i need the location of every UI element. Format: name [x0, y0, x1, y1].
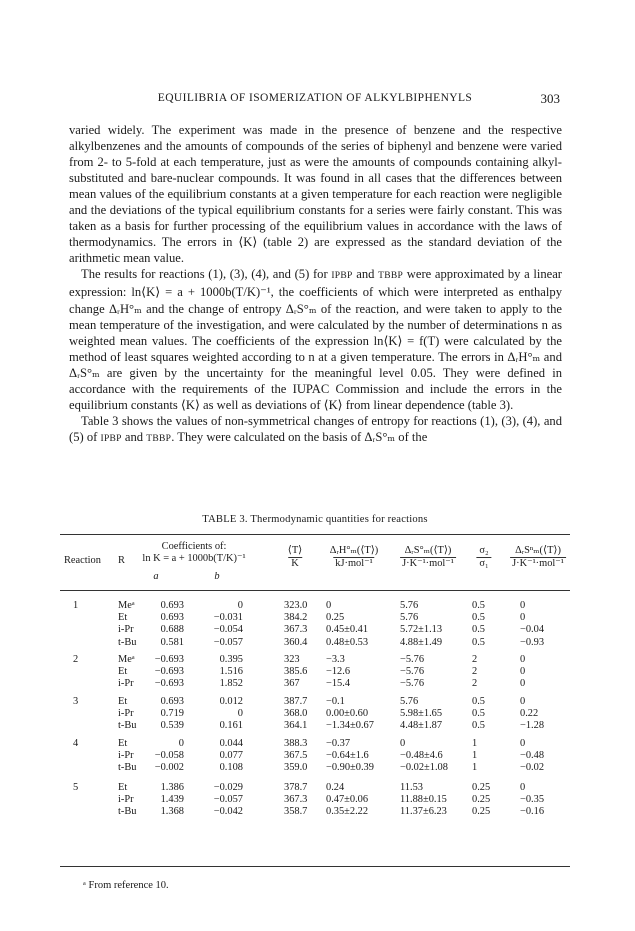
cell-enthalpy: −15.4	[326, 678, 351, 690]
cell-a: 0	[178, 738, 184, 749]
cell-sigma: 0.5	[472, 636, 485, 648]
cell-entropy: 5.76	[400, 696, 419, 707]
table-caption: TABLE 3. Thermodynamic quantities for reactions	[202, 514, 428, 525]
header-b: b	[214, 571, 220, 582]
cell-entropy: 0	[400, 738, 406, 749]
reaction-number: 4	[73, 738, 79, 749]
cell-a: −0.693	[154, 654, 184, 665]
cell-sigma: 2	[472, 666, 478, 678]
cell-a: 0.693	[160, 696, 184, 707]
paragraph-1: varied widely. The experiment was made in the presence of benzene and the respective alkylbenzenes and the amounts of compounds of the series of biphenyl and benzene were varied from 2- to 5-fold at each temperature, just as were the amounts of compounds containing alkyl-substituted and bare-nuclear compounds. It was found in all cases that the differences between mean values of the equilibrium constants at a given temperature for each reaction were negligible and the deviations of the typical equilibrium constants for a series were fairly constant. This was taken as a basis for further processing of the equilibrium values in accordance with the laws of thermodynamics. The errors in ⟨K⟩ (table 2) are expressed as the standard deviation of the arithmetic mean value.	[69, 123, 562, 266]
paragraph-2-text: and	[352, 267, 379, 282]
cell-enthalpy: −1.34±0.67	[326, 720, 374, 732]
cell-sigma: 0.5	[472, 612, 485, 624]
header-sigma-2: σ₂	[479, 545, 489, 556]
reaction-number: 3	[73, 696, 79, 707]
cell-a: 1.368	[160, 806, 184, 818]
cell-sigma: 2	[472, 654, 478, 665]
cell-r: Et	[118, 738, 128, 749]
cell-enthalpy: 0.47±0.06	[326, 794, 369, 806]
cell-sigma: 2	[472, 678, 478, 690]
cell-enthalpy: 0.00±0.60	[326, 708, 369, 720]
header-coefficients-expression: ln K = a + 1000b(T/K)⁻¹	[142, 553, 246, 564]
cell-temperature: 388.3	[284, 738, 308, 749]
cell-temperature: 367.5	[284, 750, 308, 762]
cell-b: 0.395	[219, 654, 243, 665]
cell-temperature: 385.6	[284, 666, 308, 678]
cell-nonsymmetric-entropy: 0	[520, 612, 526, 624]
cell-b: 0.108	[219, 762, 243, 774]
abbr-tbbp: TBBP	[378, 271, 404, 282]
cell-r: i-Pr	[118, 708, 134, 720]
cell-nonsymmetric-entropy: 0	[520, 696, 526, 707]
cell-r: t-Bu	[118, 636, 137, 648]
cell-entropy: 5.98±1.65	[400, 708, 443, 720]
cell-nonsymmetric-entropy: −0.04	[520, 624, 545, 636]
cell-nonsymmetric-entropy: −0.48	[520, 750, 545, 762]
reaction-number: 5	[73, 782, 79, 793]
cell-r: i-Pr	[118, 750, 134, 762]
cell-a: −0.058	[154, 750, 184, 762]
cell-enthalpy: −12.6	[326, 666, 351, 678]
cell-r: t-Bu	[118, 762, 137, 774]
cell-sigma: 0.5	[472, 624, 485, 636]
cell-r: Et	[118, 696, 128, 707]
cell-enthalpy: −0.64±1.6	[326, 750, 369, 762]
cell-nonsymmetric-entropy: 0	[520, 666, 526, 678]
cell-a: 0.539	[160, 720, 184, 732]
reaction-number: 2	[73, 654, 79, 665]
cell-r: i-Pr	[118, 678, 134, 690]
cell-enthalpy: 0	[326, 600, 332, 611]
paragraph-3-text: and	[121, 429, 147, 444]
abbr-tbbp: TBBP	[146, 433, 172, 444]
cell-a: −0.002	[154, 762, 184, 774]
table-header-rule	[60, 590, 570, 591]
cell-temperature: 358.7	[284, 806, 308, 818]
cell-nonsymmetric-entropy: −0.35	[520, 794, 545, 806]
cell-nonsymmetric-entropy: 0	[520, 654, 526, 665]
header-temperature-unit: K	[288, 557, 302, 569]
cell-entropy: −5.76	[400, 666, 425, 678]
cell-sigma: 0.5	[472, 720, 485, 732]
header-entropy-unit: J·K⁻¹·mol⁻¹	[402, 558, 454, 569]
cell-a: 0.693	[160, 612, 184, 624]
cell-sigma: 0.5	[472, 708, 485, 720]
abbr-ipbp: IPBP	[100, 433, 122, 444]
cell-nonsymmetric-entropy: −0.16	[520, 806, 545, 818]
cell-sigma: 1	[472, 738, 478, 749]
cell-entropy: 5.76	[400, 600, 419, 611]
header-sigma-1: σ₁	[476, 557, 491, 569]
cell-temperature: 384.2	[284, 612, 308, 624]
cell-b: 1.852	[219, 678, 243, 690]
cell-enthalpy: 0.45±0.41	[326, 624, 369, 636]
thermodynamic-table	[60, 534, 570, 869]
cell-entropy: 4.48±1.87	[400, 720, 443, 732]
cell-entropy: −5.76	[400, 654, 425, 665]
paragraph-3	[69, 413, 562, 447]
cell-enthalpy: 0.24	[326, 782, 345, 793]
body-text	[69, 122, 562, 447]
cell-b: 0.012	[219, 696, 243, 707]
cell-nonsymmetric-entropy: 0.22	[520, 708, 539, 720]
cell-sigma: 1	[472, 762, 478, 774]
paragraph-2-text: The results for reactions (1), (3), (4), and (5) for	[81, 267, 332, 282]
cell-b: −0.029	[213, 782, 243, 793]
cell-b: 0	[237, 708, 243, 720]
paragraph-3-text: . They were calculated on the basis of ΔᵣS°ₘ of the	[171, 429, 428, 444]
cell-r: t-Bu	[118, 720, 137, 732]
reaction-number: 1	[73, 600, 79, 611]
cell-entropy: 4.88±1.49	[400, 636, 443, 648]
header-enthalpy-unit: kJ·mol⁻¹	[335, 558, 373, 569]
cell-entropy: 11.88±0.15	[400, 794, 447, 806]
cell-temperature: 323	[284, 654, 300, 665]
header-enthalpy: ΔᵣH°ₘ(⟨T⟩)	[329, 545, 379, 556]
cell-a: −0.693	[154, 666, 184, 678]
cell-r: Meᵃ	[118, 600, 135, 611]
cell-a: −0.693	[154, 678, 184, 690]
cell-r: i-Pr	[118, 624, 134, 636]
table-top-rule	[60, 534, 570, 535]
cell-enthalpy: −0.1	[326, 696, 345, 707]
header-nonsymmetric-entropy-unit: J·K⁻¹·mol⁻¹	[512, 558, 564, 569]
cell-a: 0.688	[160, 624, 184, 636]
header-r: R	[118, 555, 125, 566]
cell-a: 0.719	[160, 708, 184, 720]
cell-a: 0.693	[160, 600, 184, 611]
cell-sigma: 0.25	[472, 806, 491, 818]
cell-a: 0.581	[160, 636, 184, 648]
cell-temperature: 364.1	[284, 720, 308, 732]
cell-sigma: 1	[472, 750, 478, 762]
running-title: EQUILIBRIA OF ISOMERIZATION OF ALKYLBIPHENYLS	[157, 92, 473, 104]
cell-nonsymmetric-entropy: 0	[520, 678, 526, 690]
paragraph-3-text: Table 3 shows the values of non-symmetrical changes of entropy for reactions (1), (3), (4), and (5) of	[69, 413, 562, 444]
cell-enthalpy: −0.37	[326, 738, 351, 749]
header-temperature: ⟨T⟩	[287, 545, 303, 556]
cell-b: 1.516	[219, 666, 243, 678]
cell-b: −0.057	[213, 636, 243, 648]
cell-enthalpy: 0.48±0.53	[326, 636, 369, 648]
cell-entropy: 5.72±1.13	[400, 624, 443, 636]
cell-nonsymmetric-entropy: −0.02	[520, 762, 545, 774]
header-reaction: Reaction	[64, 555, 101, 566]
cell-entropy: 11.53	[400, 782, 423, 793]
cell-temperature: 368.0	[284, 708, 308, 720]
header-nonsymmetric-entropy: ΔᵣSⁿₘ(⟨T⟩)	[515, 545, 561, 556]
cell-nonsymmetric-entropy: −1.28	[520, 720, 545, 732]
page-number: 303	[540, 91, 560, 106]
cell-b: −0.057	[213, 794, 243, 806]
cell-enthalpy: −3.3	[326, 654, 345, 665]
cell-b: −0.054	[213, 624, 243, 636]
cell-entropy: 5.76	[400, 612, 419, 624]
cell-temperature: 367	[284, 678, 300, 690]
cell-b: 0.044	[219, 738, 243, 749]
cell-entropy: −0.02±1.08	[400, 762, 448, 774]
cell-b: −0.031	[213, 612, 243, 624]
cell-enthalpy: 0.35±2.22	[326, 806, 369, 818]
cell-b: 0	[237, 600, 243, 611]
cell-temperature: 360.4	[284, 636, 308, 648]
cell-temperature: 359.0	[284, 762, 308, 774]
cell-sigma: 0.25	[472, 794, 491, 806]
cell-entropy: −0.48±4.6	[400, 750, 443, 762]
header-coefficients: Coefficients of:	[161, 541, 227, 552]
cell-b: −0.042	[213, 806, 243, 818]
cell-r: Et	[118, 666, 128, 678]
cell-nonsymmetric-entropy: −0.93	[520, 636, 545, 648]
cell-temperature: 378.7	[284, 782, 308, 793]
cell-r: Meᵃ	[118, 654, 135, 665]
cell-temperature: 323.0	[284, 600, 308, 611]
cell-sigma: 0.5	[472, 696, 485, 707]
cell-r: Et	[118, 612, 128, 624]
header-a: a	[153, 571, 159, 582]
cell-enthalpy: −0.90±0.39	[326, 762, 374, 774]
cell-a: 1.386	[160, 782, 184, 793]
table-footnote: ᵃ From reference 10.	[83, 880, 169, 891]
cell-temperature: 367.3	[284, 624, 308, 636]
cell-b: 0.161	[219, 720, 243, 732]
cell-r: Et	[118, 782, 128, 793]
cell-temperature: 387.7	[284, 696, 308, 707]
cell-nonsymmetric-entropy: 0	[520, 782, 526, 793]
cell-b: 0.077	[219, 750, 243, 762]
paragraph-2-text: were approximated by a linear expression: ln⟨K⟩ = a + 1000b(T/K)⁻¹, the coefficients of which were interpreted as enthalpy change ΔᵣH°ₘ and the change of entropy ΔᵣS°ₘ of the reaction, and were taken to apply to the mean temperature of the investigation, and were calculated by the number of determinations n as weighted mean values. The coefficients of the expression ln⟨K⟩ = f(T) were calculated by the method of least squares weighted according to n at a given temperature. The errors in ΔᵣH°ₘ and ΔᵣS°ₘ are given by the uncertainty for the meaningful level 0.05. They were defined in accordance with the requirements of the IUPAC Commission and include the errors in the equilibrium constants ⟨K⟩ as well as deviations of ⟨K⟩ from linear dependence (table 3).	[69, 267, 563, 412]
cell-a: 1.439	[160, 794, 184, 806]
cell-enthalpy: 0.25	[326, 612, 345, 624]
cell-r: t-Bu	[118, 806, 137, 818]
table-bottom-rule	[60, 866, 570, 867]
cell-entropy: −5.76	[400, 678, 425, 690]
paragraph-2	[69, 266, 562, 412]
cell-nonsymmetric-entropy: 0	[520, 600, 526, 611]
cell-temperature: 367.3	[284, 794, 308, 806]
cell-r: i-Pr	[118, 794, 134, 806]
cell-sigma: 0.5	[472, 600, 485, 611]
cell-entropy: 11.37±6.23	[400, 806, 447, 818]
cell-sigma: 0.25	[472, 782, 491, 793]
header-entropy: ΔᵣS°ₘ(⟨T⟩)	[404, 545, 452, 556]
running-head	[70, 92, 560, 112]
abbr-ipbp: IPBP	[331, 271, 353, 282]
cell-nonsymmetric-entropy: 0	[520, 738, 526, 749]
